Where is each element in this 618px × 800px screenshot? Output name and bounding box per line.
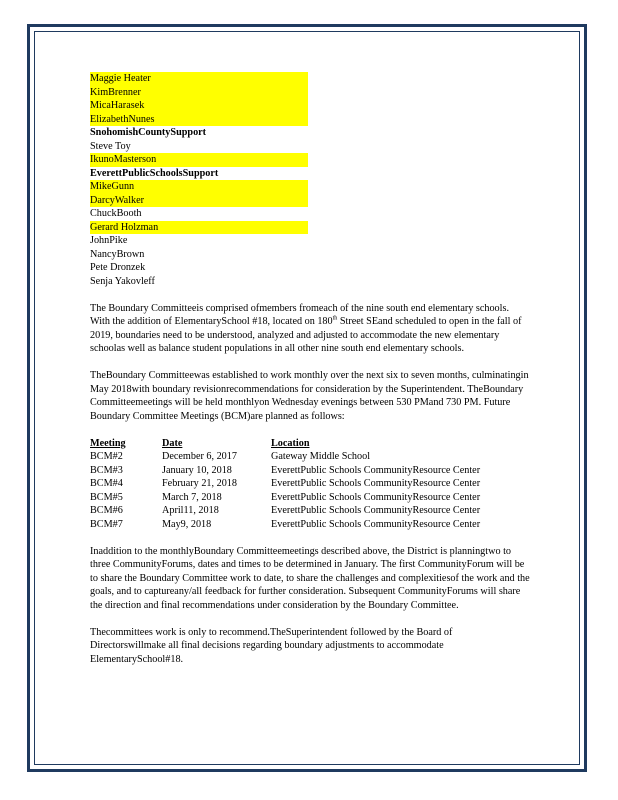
member-name: MicaHarasek <box>90 99 308 113</box>
location-cell: EverettPublic Schools CommunityResource Center <box>271 505 481 516</box>
date-cell: March 7, 2018 <box>162 491 222 503</box>
header-meeting: Meeting <box>90 437 126 449</box>
member-name: ElizabethNunes <box>90 113 308 127</box>
document-body <box>90 72 530 666</box>
date-cell: December 6, 2017 <box>162 451 237 462</box>
member-name: DarcyWalker <box>90 194 308 208</box>
member-name: KimBrenner <box>90 86 308 100</box>
meetings-table-header <box>90 437 480 451</box>
paragraph-committee-purpose: The Boundary Committeeis comprised ofmembers fromeach of the nine south end elementary schools. With the addition of ElementarySchool #18, located on 180th Street SEand scheduled to open in the fall of 2019, boundaries need to be understood, analyzed and adjusted to accommodate the new elementary schoolas well as balance student populations in all other nine south end elementary schools. <box>90 302 522 354</box>
paragraph-recommendation-role: Thecommittees work is only to recommend.TheSuperintendent followed by the Board of Directorswillmake all final decisions regarding boundary adjustments to accommodate ElementarySchool#18. <box>90 626 453 665</box>
table-row <box>90 464 480 478</box>
date-cell: January 10, 2018 <box>162 464 232 476</box>
location-cell: EverettPublic Schools CommunityResource Center <box>271 518 481 530</box>
table-row <box>90 518 480 532</box>
member-name: IkunoMasterson <box>90 153 308 167</box>
committee-member-list <box>90 72 530 288</box>
member-name: Gerard Holzman <box>90 221 308 235</box>
table-row <box>90 477 480 491</box>
member-name: MikeGunn <box>90 180 308 194</box>
header-date: Date <box>162 437 183 449</box>
table-row <box>90 491 480 505</box>
location-cell: Gateway Middle School <box>271 451 371 462</box>
paragraph-community-forums: Inaddition to the monthlyBoundary Committeemeetings described above, the District is planningtwo to three CommunityForums, dates and times to be determined in January. The first CommunityForum will be to share the Boundary Committee work to date, to share the challenges and complexitiesof the work and the goals, and to captureany/all feedback for further consideration. Subsequent CommunityForums will share the direction and final recommendations under consideration by the Boundary Committee. <box>90 545 530 611</box>
date-cell: February 21, 2018 <box>162 478 237 489</box>
meeting-cell: BCM#2 <box>90 451 123 462</box>
member-name: ChuckBooth <box>90 208 142 219</box>
member-name: Senja Yakovleff <box>90 275 155 287</box>
date-cell: April11, 2018 <box>162 505 219 516</box>
member-name: JohnPike <box>90 235 128 246</box>
meeting-cell: BCM#3 <box>90 464 123 476</box>
table-row <box>90 504 480 518</box>
date-cell: May9, 2018 <box>162 518 212 530</box>
member-name: Steve Toy <box>90 140 131 152</box>
meeting-cell: BCM#6 <box>90 505 123 516</box>
support-heading: EverettPublicSchoolsSupport <box>90 167 219 179</box>
location-cell: EverettPublic Schools CommunityResource Center <box>271 478 481 489</box>
member-name: Maggie Heater <box>90 72 308 86</box>
table-row <box>90 450 480 464</box>
meeting-cell: BCM#7 <box>90 518 123 530</box>
meeting-cell: BCM#4 <box>90 478 123 489</box>
member-name: Pete Dronzek <box>90 262 146 273</box>
member-name: NancyBrown <box>90 248 145 260</box>
location-cell: EverettPublic Schools CommunityResource Center <box>271 464 481 476</box>
paragraph-committee-schedule: TheBoundary Committeewas established to work monthly over the next six to seven months, culminatingin May 2018with boundary revisionrecommendations for consideration by the Superintendent. TheBoundary Committeemeetings will be held monthlyon Wednesday evenings between 530 PMand 730 PM. Future Boundary Committee Meetings (BCM)are planned as follows: <box>90 370 529 422</box>
location-cell: EverettPublic Schools CommunityResource Center <box>271 491 481 503</box>
meeting-cell: BCM#5 <box>90 491 123 503</box>
meetings-table <box>90 437 480 532</box>
support-heading: SnohomishCountySupport <box>90 127 207 138</box>
header-location: Location <box>271 437 310 449</box>
